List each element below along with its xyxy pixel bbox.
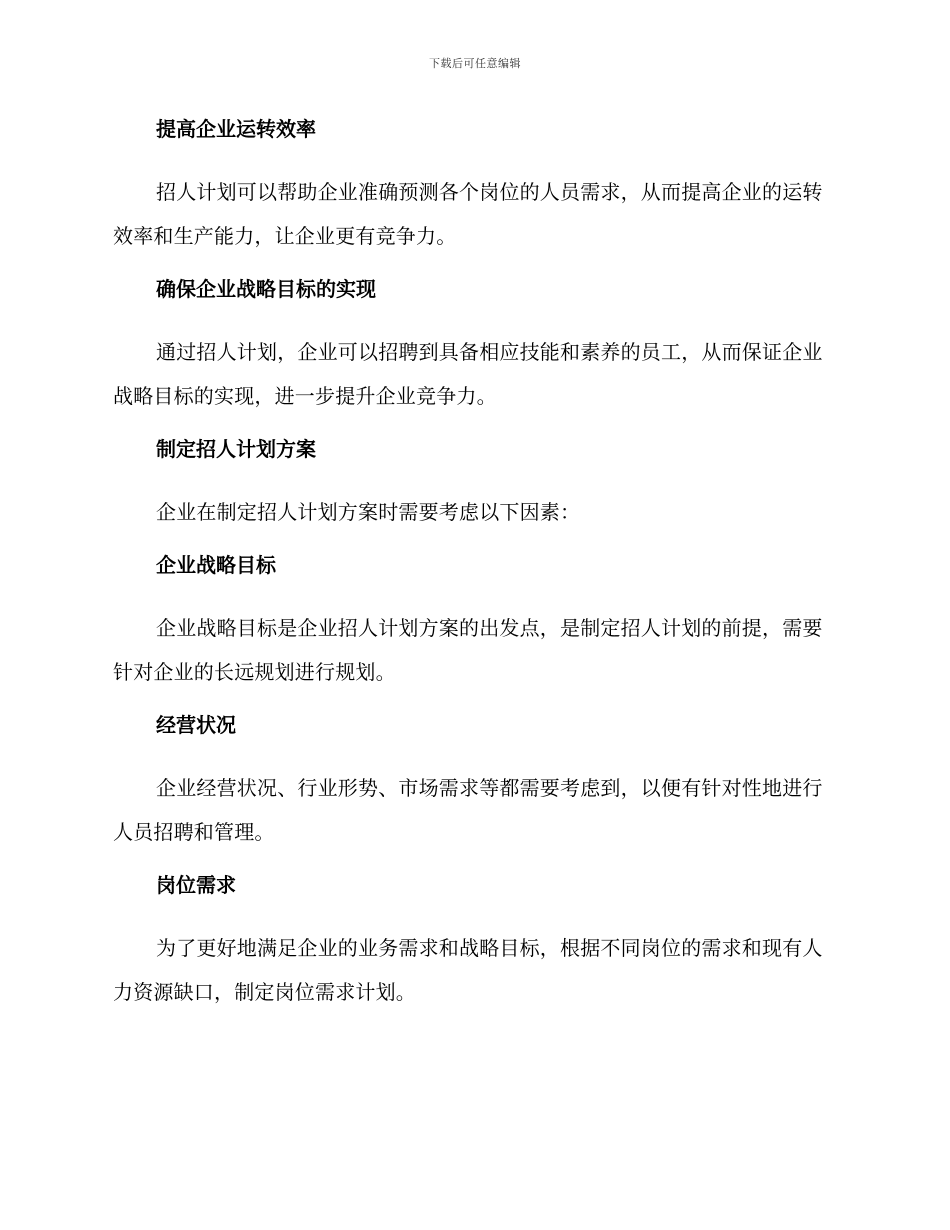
section-heading: 经营状况 <box>156 713 236 737</box>
section-position-demand <box>113 868 833 1014</box>
section-heading: 制定招人计划方案 <box>156 437 316 461</box>
section-heading: 确保企业战略目标的实现 <box>156 277 376 301</box>
section-paragraph: 为了更好地满足企业的业务需求和战略目标，根据不同岗位的需求和现有人力资源缺口，制定岗位需求计划。 <box>113 936 823 1004</box>
section-heading: 企业战略目标 <box>156 553 276 577</box>
section-paragraph: 企业在制定招人计划方案时需要考虑以下因素： <box>156 500 581 524</box>
section-paragraph: 通过招人计划，企业可以招聘到具备相应技能和素养的员工，从而保证企业战略目标的实现，进一步提升企业竞争力。 <box>113 340 823 408</box>
section-paragraph: 企业经营状况、行业形势、市场需求等都需要考虑到，以便有针对性地进行人员招聘和管理。 <box>113 776 823 844</box>
section-paragraph: 企业战略目标是企业招人计划方案的出发点，是制定招人计划的前提，需要针对企业的长远规划进行规划。 <box>113 616 823 684</box>
section-paragraph: 招人计划可以帮助企业准确预测各个岗位的人员需求，从而提高企业的运转效率和生产能力，让企业更有竞争力。 <box>113 180 823 248</box>
section-heading: 岗位需求 <box>156 873 236 897</box>
section-strategic-objective <box>113 548 833 694</box>
section-heading: 提高企业运转效率 <box>156 117 316 141</box>
section-plan <box>113 432 833 534</box>
section-efficiency <box>113 112 833 258</box>
section-strategy-goals <box>113 272 833 418</box>
document-body <box>113 112 833 1028</box>
page-header: 下载后可任意编辑 <box>429 57 521 70</box>
section-operations <box>113 708 833 854</box>
